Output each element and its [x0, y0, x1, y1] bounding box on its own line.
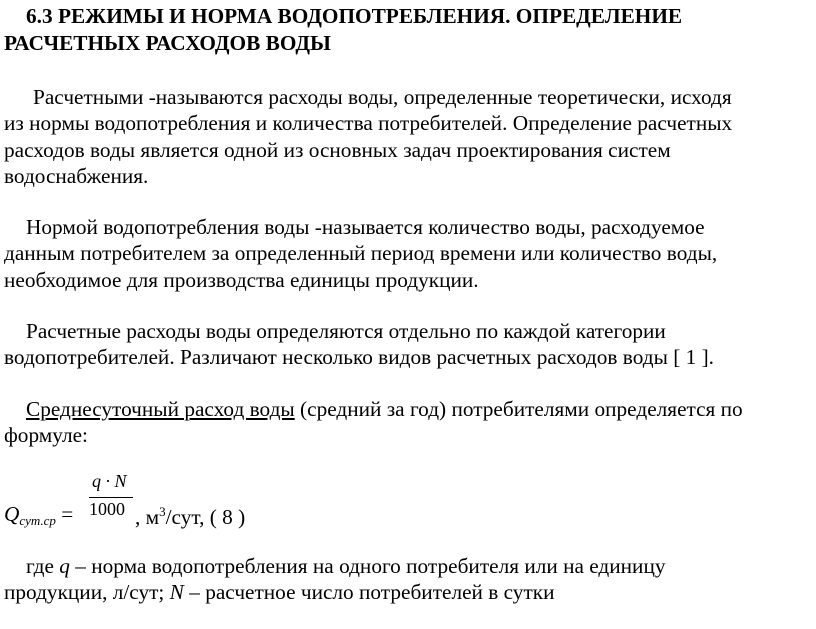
- paragraph-flow-types: [4, 318, 816, 371]
- text-fragment: продукции, л/сут;: [4, 580, 170, 605]
- text-fragment: – расчетное число потребителей в сутки: [183, 580, 555, 605]
- text-line: [4, 579, 816, 605]
- formula-subscript: сут.ср: [19, 513, 56, 528]
- symbol-n: N: [169, 580, 184, 605]
- formula-fraction: [89, 470, 135, 526]
- units-superscript: 3: [159, 504, 166, 519]
- text-line: Нормой водопотребления воды -называется количество воды, расходуемое: [26, 215, 705, 239]
- paragraph-where-definitions: [4, 553, 816, 606]
- units-text-end: /сут, ( 8 ): [165, 505, 246, 529]
- term-average-daily-flow: Среднесуточный расход воды: [26, 397, 295, 421]
- fraction-bar: [89, 497, 133, 498]
- paragraph-calculated-flows: [4, 84, 816, 189]
- section-title: [4, 3, 804, 57]
- formula-8: [4, 470, 504, 540]
- text-line: водоснабжения.: [4, 163, 149, 188]
- text-line: [4, 553, 816, 579]
- text-fragment: (средний за год) потребителями определяется по: [294, 397, 743, 421]
- units-text: , м: [135, 505, 160, 529]
- text-fragment: где: [26, 554, 60, 578]
- formula-lhs: [4, 502, 73, 529]
- formula-units: [135, 504, 245, 530]
- text-line: Расчетные расходы воды определяются отдельно по каждой категории: [26, 319, 666, 343]
- text-line: расходов воды является одной из основных задач проектирования систем: [4, 137, 671, 162]
- text-line: необходимое для производства единицы продукции.: [4, 267, 479, 292]
- text-fragment: – норма водопотребления на одного потребителя или на единицу: [69, 554, 666, 578]
- title-line-2: РАСЧЕТНЫХ РАСХОДОВ ВОДЫ: [4, 31, 331, 55]
- text-line: водопотребителей. Различают несколько видов расчетных расходов воды [ 1 ].: [4, 345, 715, 370]
- text-line: формуле:: [4, 423, 88, 448]
- formula-symbol-q: Q: [4, 502, 20, 526]
- symbol-q: q: [59, 554, 70, 578]
- fraction-denominator: 1000: [89, 499, 125, 519]
- text-line: Расчетными -называются расходы воды, определенные теоретически, исходя: [33, 85, 732, 109]
- text-line: данным потребителем за определенный период времени или количество воды,: [4, 241, 718, 266]
- formula-equals: =: [55, 502, 74, 526]
- text-line: из нормы водопотребления и количества потребителей. Определение расчетных: [4, 111, 733, 136]
- text-line: [4, 396, 816, 422]
- paragraph-consumption-norm: [4, 214, 816, 293]
- title-line-1: 6.3 РЕЖИМЫ И НОРМА ВОДОПОТРЕБЛЕНИЯ. ОПРЕДЕЛЕНИЕ: [26, 4, 683, 28]
- paragraph-average-daily-flow: [4, 396, 816, 449]
- fraction-numerator: q · N: [92, 471, 127, 491]
